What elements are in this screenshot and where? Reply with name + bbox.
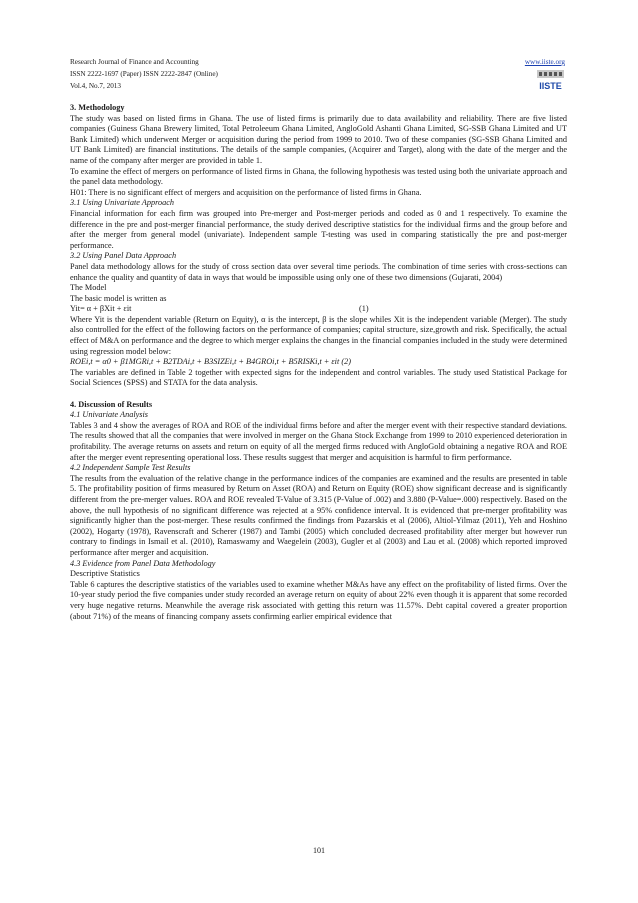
model-label: The Model (70, 283, 107, 293)
descriptive-statistics-label: Descriptive Statistics (70, 569, 140, 579)
subsection-heading: 3.1 Using Univariate Approach (70, 198, 175, 208)
hypothesis: H01: There is no significant effect of mergers and acquisition on the performance of listed firms in Ghana. (70, 187, 422, 197)
equation-1-text: Yit= α + βXit + εit (70, 304, 132, 314)
subsection-heading: 3.2 Using Panel Data Approach (70, 251, 177, 261)
paragraph: To examine the effect of mergers on performance of listed firms in Ghana, the following hypothesis was tested using both the univariate approach and the panel data methodology. (70, 166, 567, 187)
article-body (70, 103, 567, 622)
paragraph: Tables 3 and 4 show the averages of ROA and ROE of the individual firms before and after the merger event with their respective standard deviations. The results showed that all the companies that were involved in merger on the Ghana Stock Exchange from 1999 to 2010 experienced deterioration in profitability. The average returns on assets and return on equity of all the merged firms reduced with AngloGold obtaining a negative ROA and ROE after the merger event representing operational loss. These results suggest that merger and acquisition is harmful to firm performance. (70, 420, 567, 462)
page-header (70, 56, 565, 92)
paragraph: Table 6 captures the descriptive statistics of the variables used to examine whether M&As have any effect on the profitability of listed firms. Over the 10-year study period the five companies under study recorded an average return on equity of about 22% even though it is apparent that some recorded very huge negative returns. Meanwhile the average risk associated with getting this return was 11.57%. Debt capital covered a greater proportion (about 71%) of the means of financing company assets confirming earlier empirical evidence that (70, 579, 567, 621)
paragraph: The study was based on listed firms in Ghana. The use of listed firms is primarily due to data availability and reliability. There are five listed companies (Guiness Ghana Brewery limited, Total Petroleeum Ghana Limited, AngloGold Ashanti Ghana Limited, SG-SSB Ghana Limited and UT Bank Limited) which underwent Merger or acquisition during the period from 1999 to 2010. Two of these companies (SG-SSB Ghana Limited and UT Bank Limited) are financial institutions. The details of the sample companies, (Acquirer and Target), along with the date of the merger and the name of the company after merger are provided in table 1. (70, 113, 567, 165)
equation-1-number: (1) (359, 304, 369, 314)
equation-1 (70, 304, 567, 315)
model-intro: The basic model is written as (70, 293, 167, 303)
subsection-heading: 4.1 Univariate Analysis (70, 410, 148, 420)
paragraph: Financial information for each firm was grouped into Pre-merger and Post-merger periods and coded as 0 and 1 respectively. To examine the difference in the pre and post-merger financial performance, the study derived descriptive statistics for the individual firms and the group before and after the merger from general model (univariate). Independent sample T-testing was used in comparing statistically the pre and post-merger performance. (70, 208, 567, 250)
section-heading: 4. Discussion of Results (70, 399, 153, 409)
subsection-heading: 4.3 Evidence from Panel Data Methodology (70, 558, 216, 568)
journal-name: Research Journal of Finance and Accounting (70, 58, 199, 66)
volume-line: Vol.4, No.7, 2013 (70, 82, 121, 90)
paragraph: The variables are defined in Table 2 together with expected signs for the independent and control variables. The study used Statistical Package for Social Sciences (SPSS) and STATA for the data analysis. (70, 367, 567, 388)
paragraph: The results from the evaluation of the relative change in the performance indices of the companies are examined and the results are presented in table 5. The profitability position of firms measured by Return on Asset (ROA) and Return on Equity (ROE) show significant decrease and is significantly different from the pre-merger values. ROA and ROE revealed T-Value of 3.315 (P-Value of .002) and 3.880 (P-Value=.000) respectively. Based on the above, the null hypothesis of no significant difference was rejected at a 95% confidence interval. It is evidenced that pre-merger profitability was significantly higher than the post-merger. These results confirmed the findings from Pazarskis et al (2006), Altiol-Yilmaz (2011), Yeh and Hoshino (2002), Hogarty (1978), Ravenscraft and Scherer (1987) and Tambi (2005) which concluded decreased profitability after merger but however run contrary to findings in Ismail et al. (2010), Ramaswamy and Waegelein (2003), Gugler et al (2003) and Lau et al. (2008) which reported improved performance after merger and acquisition. (70, 473, 567, 557)
subsection-heading: 4.2 Independent Sample Test Results (70, 463, 191, 473)
section-heading: 3. Methodology (70, 103, 125, 112)
paragraph: Panel data methodology allows for the study of cross section data over several time periods. The combination of time series with cross-sections can enhance the quality and quantity of data in ways that would be impossible using only one of these two dimensions (Gujarati, 2004) (70, 261, 567, 282)
paragraph: Where Yit is the dependent variable (Return on Equity), α is the intercept, β is the slope whiles Xit is the independent variable (Merger). The study also controlled for the effect of the following factors on the performance of companies; capital structure, size,growth and risk. Specifically, the actual effect of M&A on performance and the degree to which merger explains the changes in the financial companies included in the study were determined using regression model below: (70, 314, 567, 356)
logo-text: IISTE (539, 81, 562, 91)
journal-url-link[interactable]: www.iiste.org (524, 58, 565, 66)
issn-line: ISSN 2222-1697 (Paper) ISSN 2222-2847 (Online) (70, 70, 218, 78)
iiste-logo (535, 70, 566, 92)
equation-2: ROEi,t = α0 + β1MGRi,t + B2TDAi,t + B3SIZEi,t + B4GROi,t + B5RISKi,t + εit (2) (70, 357, 351, 367)
page-number: 101 (313, 846, 325, 855)
